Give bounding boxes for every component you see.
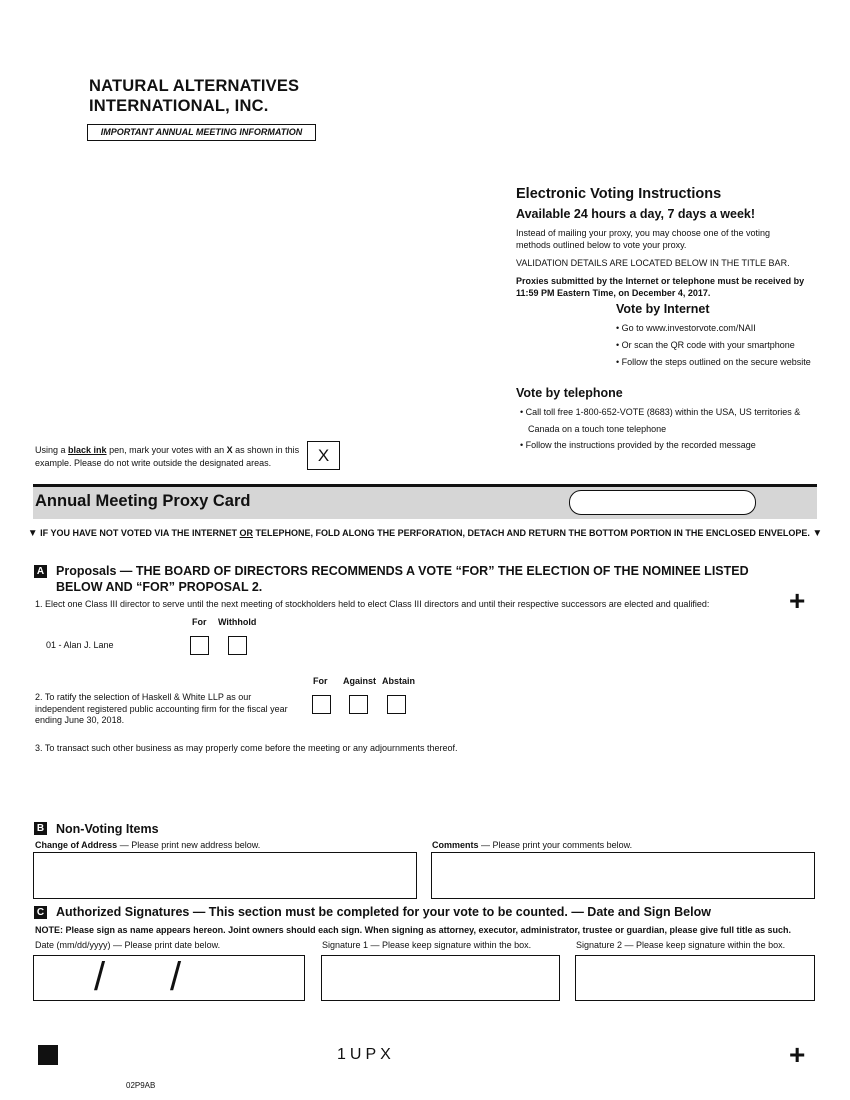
- vote-telephone-item: • Follow the instructions provided by the recorded message: [520, 440, 756, 450]
- section-b-badge: B: [34, 822, 47, 835]
- ink-text-post: as shown in this example. Please do not write outside the designated areas.: [35, 445, 300, 468]
- ink-text-mid: pen, mark your votes with an: [106, 445, 227, 455]
- address-field[interactable]: [33, 852, 417, 899]
- meeting-info-tag: IMPORTANT ANNUAL MEETING INFORMATION: [87, 124, 316, 141]
- col-label-for: For: [192, 617, 207, 627]
- signature-2-field[interactable]: [575, 955, 815, 1001]
- proposal-3-text: 3. To transact such other business as may properly come before the meeting or any adjournments thereof.: [35, 743, 458, 753]
- vote-internet-item: • Go to www.investorvote.com/NAII: [616, 323, 756, 333]
- electronic-voting-subtitle: Available 24 hours a day, 7 days a week!: [516, 207, 756, 221]
- section-c-title: Authorized Signatures — This section must be completed for your vote to be counted. — Date and Sign Below: [56, 905, 711, 919]
- fold-text-pre: IF YOU HAVE NOT VOTED VIA THE INTERNET: [40, 528, 240, 538]
- signature-note: NOTE: Please sign as name appears hereon. Joint owners should each sign. When signing as attorney, executor, administrator, trustee or guardian, please give full title as such.: [35, 925, 792, 935]
- ink-text-black-ink: black ink: [68, 445, 107, 455]
- fold-text-or: OR: [239, 528, 253, 538]
- company-name-line1: NATURAL ALTERNATIVES: [89, 77, 300, 95]
- triangle-down-icon: ▼: [27, 528, 38, 539]
- ink-instructions: [35, 444, 300, 469]
- vote-telephone-list: [520, 404, 820, 454]
- card-title: Annual Meeting Proxy Card: [35, 492, 251, 510]
- section-a-badge: A: [34, 565, 47, 578]
- fold-text-post: TELEPHONE, FOLD ALONG THE PERFORATION, DETACH AND RETURN THE BOTTOM PORTION IN THE ENCLOSED ENVELOPE.: [253, 528, 810, 538]
- signature-1-field[interactable]: [321, 955, 560, 1001]
- nominee-name: 01 - Alan J. Lane: [46, 640, 114, 650]
- vote-internet-item: • Or scan the QR code with your smartphone: [616, 340, 795, 350]
- electronic-voting-para1: Instead of mailing your proxy, you may choose one of the voting methods outlined below to vote your proxy.: [516, 228, 770, 250]
- plus-icon: +: [789, 1039, 806, 1070]
- col-label-for: For: [313, 676, 328, 686]
- section-a-title: Proposals — THE BOARD OF DIRECTORS RECOMMENDS A VOTE “FOR” THE ELECTION OF THE NOMINEE LISTED BELOW AND “FOR” PROPOSAL 2.: [56, 564, 749, 594]
- comments-label: [432, 840, 632, 850]
- triangle-down-icon: ▼: [812, 528, 823, 539]
- form-code: 1UPX: [337, 1046, 395, 1063]
- proposal-1-text: 1. Elect one Class III director to serve until the next meeting of stockholders held to elect Class III directors and until their respective successors are elected and qualified:: [35, 599, 710, 609]
- registration-square: [38, 1045, 58, 1065]
- electronic-voting-title: Electronic Voting Instructions: [516, 186, 722, 202]
- section-c-badge: C: [34, 906, 47, 919]
- checkbox-p2-abstain[interactable]: [387, 695, 406, 714]
- company-name-line2: INTERNATIONAL, INC.: [89, 97, 269, 115]
- barcode-text: 02P9AB: [126, 1081, 156, 1090]
- checkbox-p1-withhold[interactable]: [228, 636, 247, 655]
- checkbox-p1-for[interactable]: [190, 636, 209, 655]
- signature-2-label: Signature 2 — Please keep signature within the box.: [576, 940, 786, 950]
- date-field[interactable]: [33, 955, 305, 1001]
- col-label-against: Against: [343, 676, 377, 686]
- address-label-rest: — Please print new address below.: [117, 840, 261, 850]
- signature-1-label: Signature 1 — Please keep signature within the box.: [322, 940, 532, 950]
- checkbox-p2-against[interactable]: [349, 695, 368, 714]
- comments-label-bold: Comments: [432, 840, 479, 850]
- comments-label-rest: — Please print your comments below.: [478, 840, 633, 850]
- vote-internet-item: • Follow the steps outlined on the secure website: [616, 357, 811, 367]
- checkbox-p2-for[interactable]: [312, 695, 331, 714]
- validation-oval: [569, 490, 756, 515]
- date-slash: /: [94, 955, 106, 999]
- electronic-voting-deadline: Proxies submitted by the Internet or telephone must be received by 11:59 PM Eastern Time, on December 4, 2017.: [516, 276, 805, 298]
- electronic-voting-para2: VALIDATION DETAILS ARE LOCATED BELOW IN THE TITLE BAR.: [516, 258, 790, 268]
- section-b-title: Non-Voting Items: [56, 822, 159, 836]
- ink-text-pre: Using a: [35, 445, 69, 455]
- col-label-abstain: Abstain: [382, 676, 416, 686]
- col-label-withhold: Withhold: [218, 617, 257, 627]
- proposal-2-text: 2. To ratify the selection of Haskell & White LLP as our independent registered public accounting firm for the fiscal year ending June 30, 2018.: [35, 692, 288, 725]
- address-label: [35, 840, 260, 850]
- vote-internet-title: Vote by Internet: [616, 302, 710, 316]
- vote-telephone-title: Vote by telephone: [516, 386, 623, 400]
- company-name: [89, 76, 299, 116]
- address-label-bold: Change of Address: [35, 840, 118, 850]
- vote-telephone-item: • Call toll free 1-800-652-VOTE (8683) within the USA, US territories & Canada on a touch tone telephone: [520, 407, 801, 434]
- ink-text-x: X: [226, 445, 233, 455]
- plus-icon: +: [789, 585, 806, 616]
- example-mark-box: X: [307, 441, 340, 470]
- date-slash: /: [170, 955, 182, 999]
- comments-field[interactable]: [431, 852, 815, 899]
- fold-instructions: [0, 528, 850, 539]
- date-label: Date (mm/dd/yyyy) — Please print date below.: [35, 940, 221, 950]
- vote-internet-list: [616, 320, 836, 371]
